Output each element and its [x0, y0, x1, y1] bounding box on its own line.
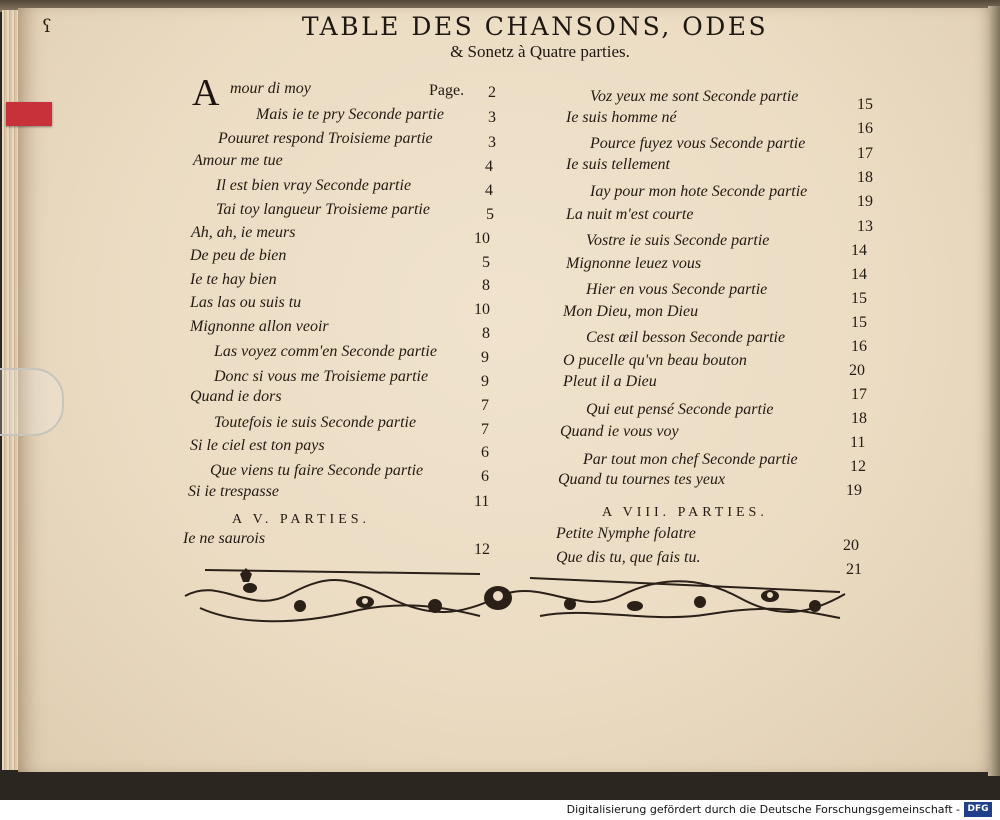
index-entry: Que dis tu, que fais tu. — [556, 549, 701, 566]
page-number: 16 — [857, 120, 873, 137]
index-entry: Vostre ie suis Seconde partie — [586, 232, 770, 249]
section-heading: A V. PARTIES. — [232, 512, 371, 527]
page-number: 12 — [850, 458, 866, 475]
page-number: 17 — [857, 145, 873, 162]
index-entry: Pouuret respond Troisieme partie — [218, 130, 433, 147]
index-entry: Quand ie vous voy — [560, 423, 679, 440]
page-number: 8 — [482, 325, 490, 342]
page-number: 12 — [474, 541, 490, 558]
dfg-logo: DFG — [964, 802, 992, 817]
index-entry: Tai toy langueur Troisieme partie — [216, 201, 430, 218]
page-number: 2 — [488, 84, 496, 101]
page-number: 4 — [485, 182, 493, 199]
page-number: 11 — [850, 434, 866, 451]
index-entry: Mignonne allon veoir — [190, 318, 329, 335]
page-number: 4 — [485, 158, 493, 175]
page-number: 3 — [488, 109, 496, 126]
index-entry: Ie te hay bien — [190, 271, 277, 288]
page-number: 11 — [474, 493, 490, 510]
index-entry: Pleut il a Dieu — [563, 373, 657, 390]
index-entry: mour di moy — [230, 80, 311, 97]
page-number: 20 — [849, 362, 865, 379]
page-subtitle: & Sonetz à Quatre parties. — [450, 42, 630, 61]
paper-page — [18, 8, 990, 772]
page-number: 9 — [481, 349, 489, 366]
woodcut-ornament-band — [180, 566, 850, 636]
page-number: 7 — [481, 421, 489, 438]
page-number: 20 — [843, 537, 859, 554]
index-entry: La nuit m'est courte — [566, 206, 694, 223]
page-number: 18 — [857, 169, 873, 186]
page-column-label: Page. — [429, 82, 465, 99]
index-entry: Donc si vous me Troisieme partie — [214, 368, 429, 385]
index-entry: Que viens tu faire Seconde partie — [210, 462, 424, 479]
page-number: 15 — [857, 96, 873, 113]
page-clip — [0, 368, 64, 436]
index-entry: Qui eut pensé Seconde partie — [586, 401, 774, 418]
index-entry: Las las ou suis tu — [190, 294, 302, 311]
page-number: 3 — [488, 134, 496, 151]
page-number: 6 — [481, 444, 489, 461]
page-number: 9 — [481, 373, 489, 390]
index-entry: Las voyez comm'en Seconde partie — [214, 343, 437, 360]
index-entry: Ie suis homme né — [566, 109, 677, 126]
page-number: 8 — [482, 277, 490, 294]
page-number: 13 — [857, 218, 873, 235]
index-entry: Par tout mon chef Seconde partie — [583, 451, 798, 468]
index-entry: Ie ne saurois — [183, 530, 266, 547]
page-number: 15 — [851, 314, 867, 331]
page-number: 16 — [851, 338, 867, 355]
section-heading: A VIII. PARTIES. — [602, 505, 768, 520]
index-entry: Quand ie dors — [190, 388, 282, 405]
page-title: TABLE DES CHANSONS, ODES — [301, 12, 769, 41]
index-entry: Mignonne leuez vous — [566, 255, 702, 272]
index-entry: Iay pour mon hote Seconde partie — [590, 183, 808, 200]
index-entry: O pucelle qu'vn beau bouton — [563, 352, 747, 369]
page-number: 5 — [482, 254, 490, 271]
drop-capital: A — [192, 72, 220, 114]
index-entry: Amour me tue — [193, 152, 283, 169]
page-number: 10 — [474, 230, 490, 247]
page-number: 14 — [851, 266, 867, 283]
page-number: 14 — [851, 242, 867, 259]
page-number: 15 — [851, 290, 867, 307]
funding-credit: Digitalisierung gefördert durch die Deutsche Forschungsgemeinschaft - — [566, 803, 960, 816]
index-entry: Toutefois ie suis Seconde partie — [214, 414, 417, 431]
page-number: 21 — [846, 561, 862, 578]
page-number: 5 — [486, 206, 494, 223]
index-entry: De peu de bien — [190, 247, 287, 264]
index-entry: Hier en vous Seconde partie — [586, 281, 768, 298]
footer-bar — [0, 800, 1000, 820]
index-entry: Voz yeux me sont Seconde partie — [590, 88, 799, 105]
index-entry: Cest œil besson Seconde partie — [586, 329, 786, 346]
index-entry: Quand tu tournes tes yeux — [558, 471, 726, 488]
index-entry: Mais ie te pry Seconde partie — [256, 106, 444, 123]
index-entry: Petite Nymphe folatre — [556, 525, 696, 542]
page-number: 6 — [481, 468, 489, 485]
page-number: 19 — [857, 193, 873, 210]
page-number: 18 — [851, 410, 867, 427]
index-entry: Il est bien vray Seconde partie — [216, 177, 412, 194]
page-number: 7 — [481, 397, 489, 414]
page-number: 17 — [851, 386, 867, 403]
index-entry: Mon Dieu, mon Dieu — [563, 303, 699, 320]
index-entry: Pource fuyez vous Seconde partie — [590, 135, 806, 152]
index-entry: Si ie trespasse — [188, 483, 279, 500]
index-entry: Ie suis tellement — [566, 156, 670, 173]
corner-mark: ʕ — [42, 16, 52, 37]
page-number: 10 — [474, 301, 490, 318]
red-bookmark-tab — [6, 102, 52, 126]
page-number: 19 — [846, 482, 862, 499]
index-entry: Ah, ah, ie meurs — [191, 224, 296, 241]
index-entry: Si le ciel est ton pays — [190, 437, 325, 454]
